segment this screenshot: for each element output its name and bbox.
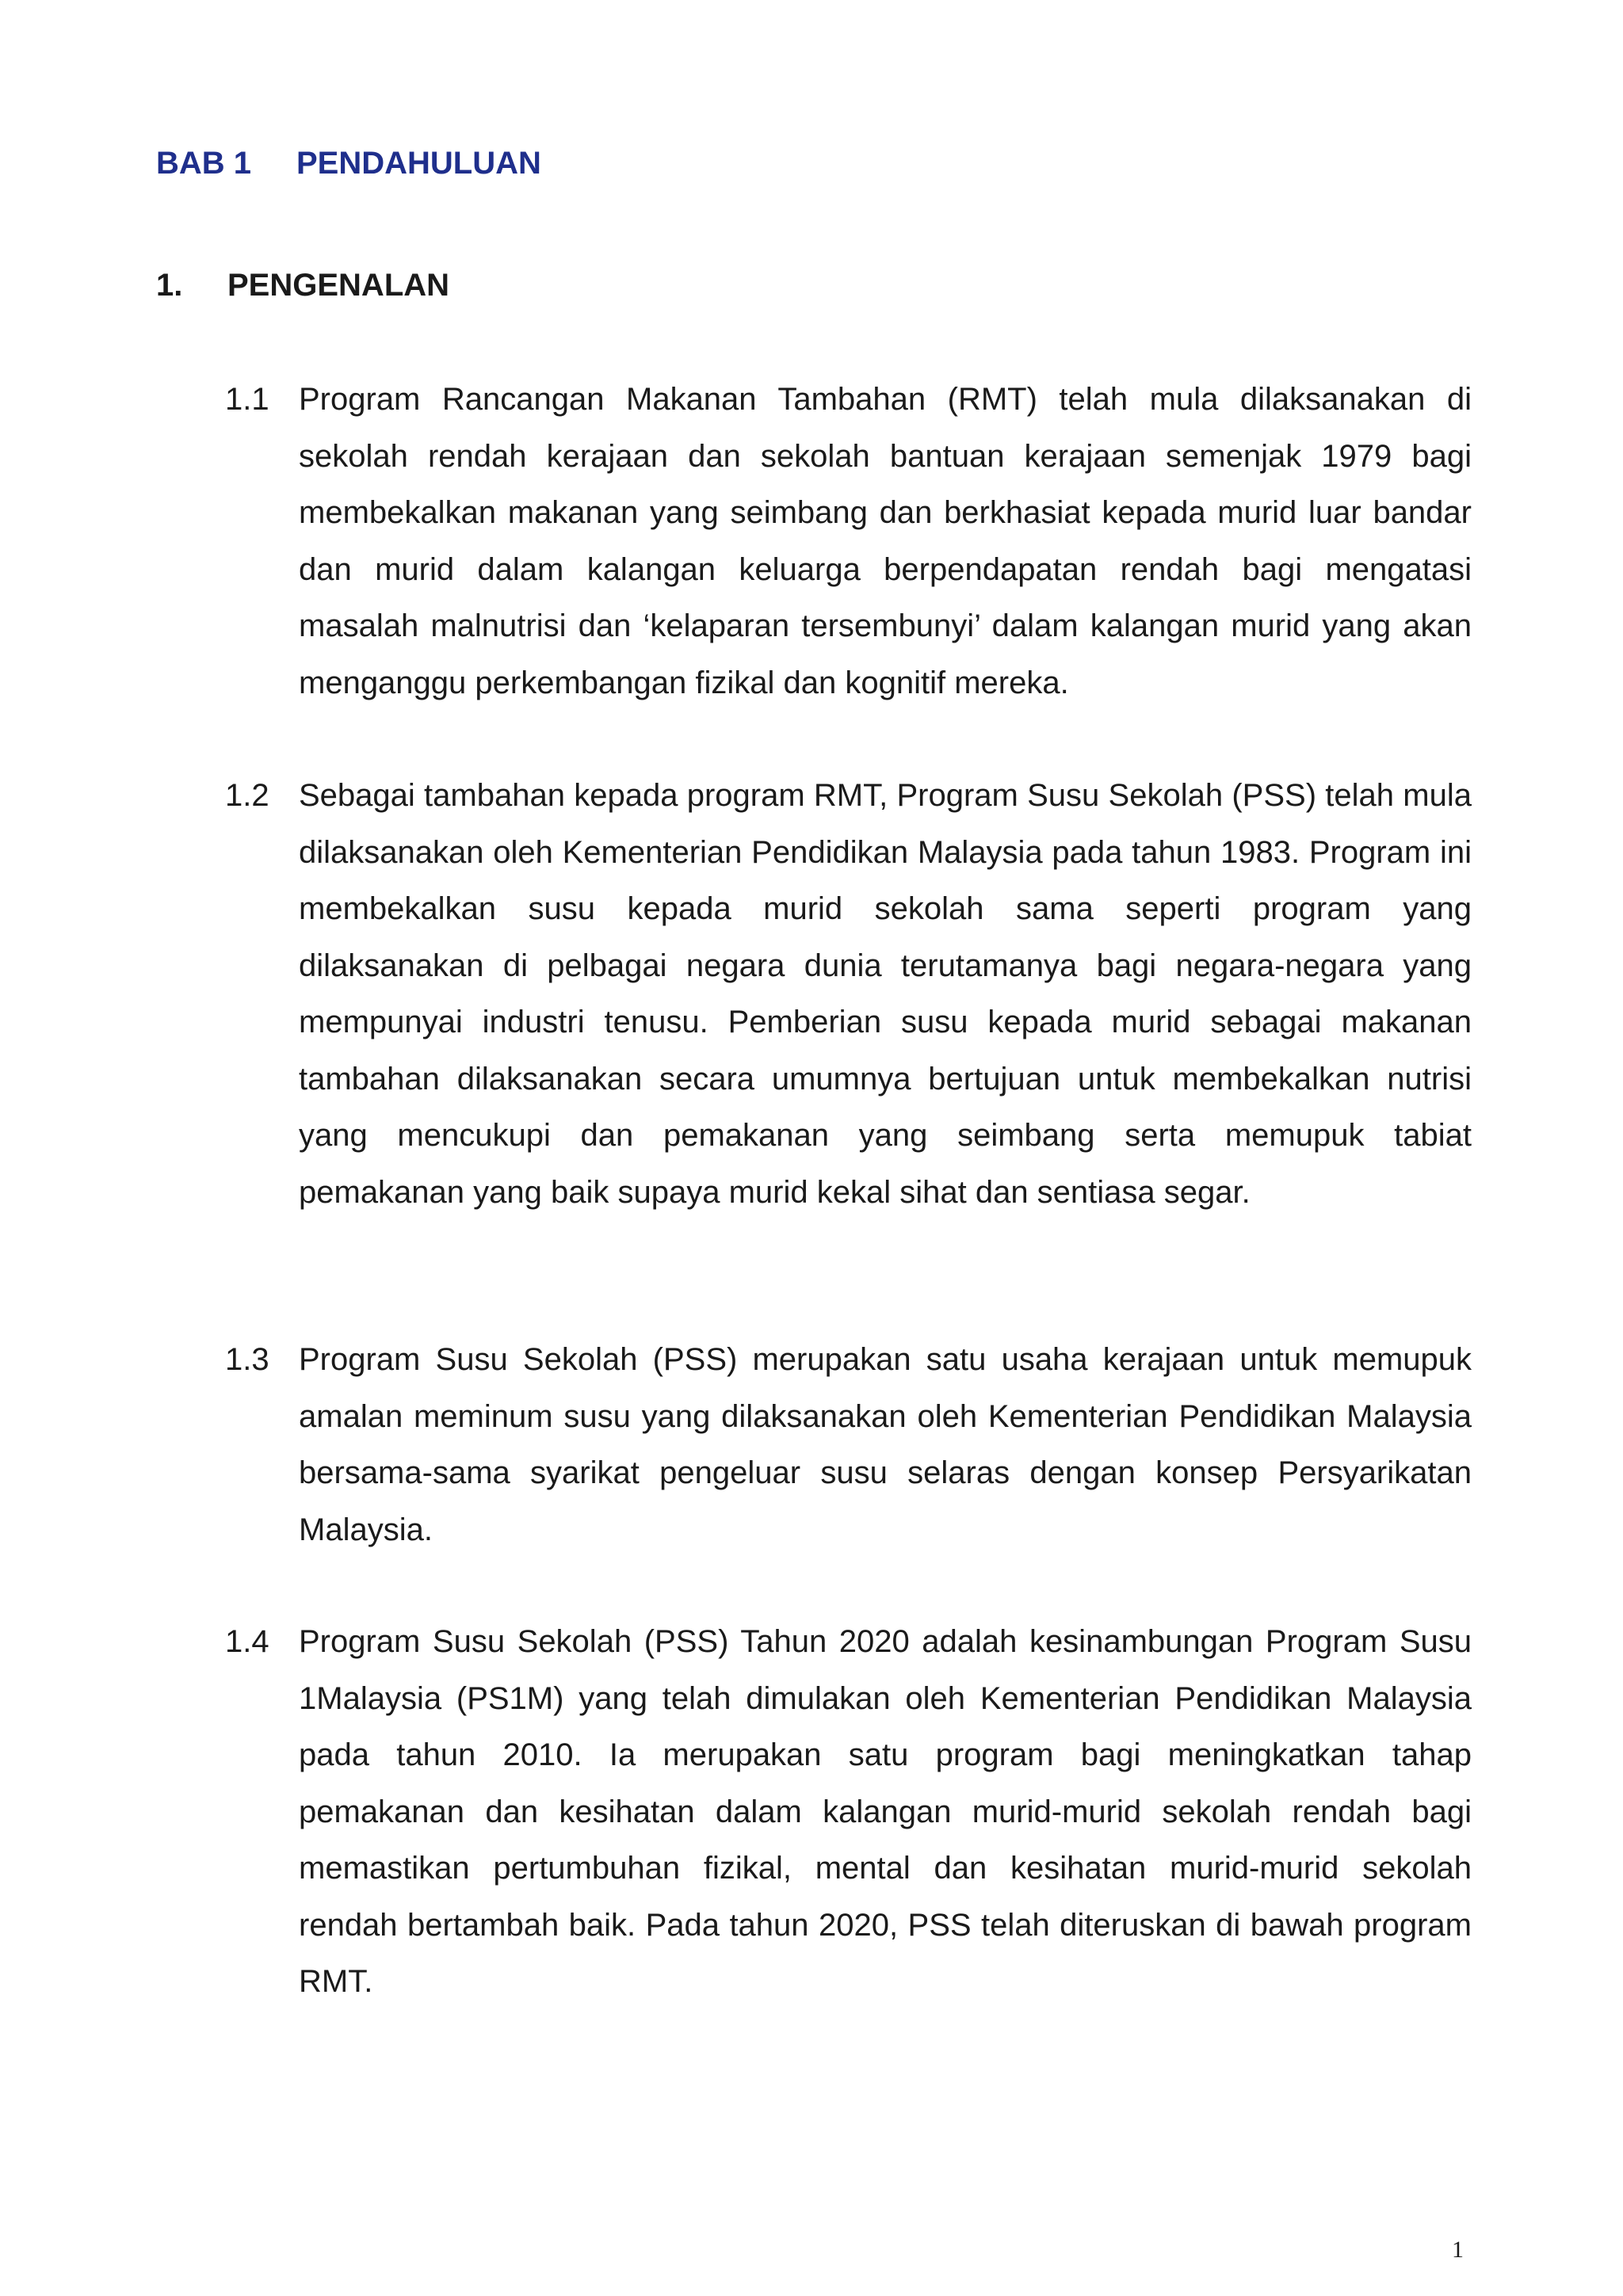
paragraph-text: Program Susu Sekolah (PSS) merupakan satu usaha kerajaan untuk memupuk amalan meminum susu yang dilaksanakan oleh Kementerian Pendidikan Malaysia bersama-sama syarikat pengeluar susu selaras dengan konsep Persyarikatan Malaysia. — [299, 1342, 1472, 1547]
paragraph-text: Program Susu Sekolah (PSS) Tahun 2020 adalah kesinambungan Program Susu 1Malaysia (PS1M) yang telah dimulakan oleh Kementerian Pendidikan Malaysia pada tahun 2010. Ia merupakan satu program bagi meningkatkan tahap pemakanan dan kesihatan dalam kalangan murid-murid sekolah rendah bagi memastikan pertumbuhan fizikal, mental dan kesihatan murid-murid sekolah rendah bertambah baik. Pada tahun 2020, PSS telah diteruskan di bawah program RMT. — [299, 1624, 1472, 1999]
chapter-heading — [156, 139, 541, 187]
paragraph-1-4 — [225, 1614, 1472, 2011]
paragraph-number: 1.4 — [225, 1624, 269, 1659]
paragraph-number: 1.3 — [225, 1342, 269, 1377]
paragraph-text: Program Rancangan Makanan Tambahan (RMT) telah mula dilaksanakan di sekolah rendah kerajaan dan sekolah bantuan kerajaan semenjak 1979 bagi membekalkan makanan yang seimbang dan berkhasiat kepada murid luar bandar dan murid dalam kalangan keluarga berpendapatan rendah bagi mengatasi masalah malnutrisi dan ‘kelaparan tersembunyi’ dalam kalangan murid yang akan menganggu perkembangan fizikal dan kognitif mereka. — [299, 382, 1472, 700]
paragraph-number: 1.2 — [225, 778, 269, 813]
chapter-title: PENDAHULUAN — [296, 146, 541, 181]
chapter-label: BAB 1 — [156, 146, 252, 181]
paragraph-1-3 — [225, 1332, 1472, 1558]
paragraph-1-1 — [225, 372, 1472, 711]
page-number: 1 — [1452, 2237, 1464, 2263]
paragraph-text: Sebagai tambahan kepada program RMT, Program Susu Sekolah (PSS) telah mula dilaksanakan oleh Kementerian Pendidikan Malaysia pada tahun 1983. Program ini membekalkan susu kepada murid sekolah sama seperti program yang dilaksanakan di pelbagai negara dunia terutamanya bagi negara-negara yang mempunyai industri tenusu. Pemberian susu kepada murid sebagai makanan tambahan dilaksanakan secara umumnya bertujuan untuk membekalkan nutrisi yang mencukupi dan pemakanan yang seimbang serta memupuk tabiat pemakanan yang baik supaya murid kekal sihat dan sentiasa segar. — [299, 778, 1472, 1210]
section-number: 1. — [156, 268, 183, 303]
section-title: PENGENALAN — [227, 268, 450, 303]
paragraph-1-2 — [225, 768, 1472, 1221]
section-heading — [156, 261, 450, 309]
paragraph-number: 1.1 — [225, 382, 269, 417]
